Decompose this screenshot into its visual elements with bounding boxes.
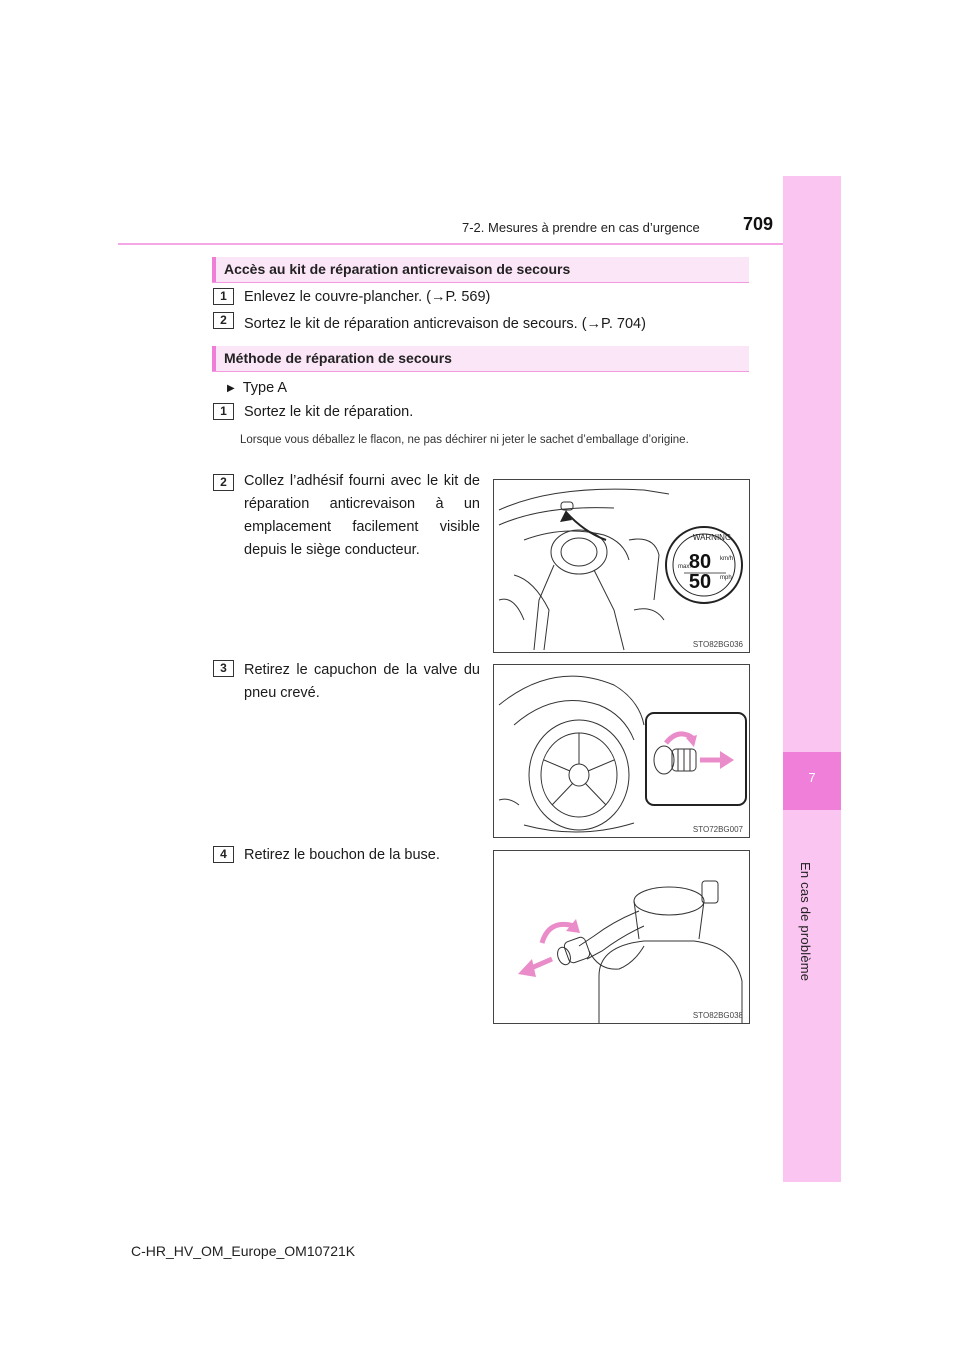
- page-number: 709: [743, 214, 774, 234]
- step-text: Retirez le capuchon de la valve du pneu crevé.: [244, 662, 480, 701]
- sticker-speed-mph: 50: [688, 571, 712, 593]
- step-number: 2: [213, 474, 234, 491]
- step-text: Collez l’adhésif fourni avec le kit de réparation anticrevaison à un emplacement facilement visible depuis le siège conducteur.: [244, 473, 480, 558]
- figure-wheel-valve: [493, 664, 750, 838]
- section-title: Méthode de réparation de secours: [224, 350, 452, 366]
- section-title: Accès au kit de réparation anticrevaison de secours: [224, 261, 571, 277]
- step-text: Sortez le kit de réparation.: [244, 404, 414, 420]
- figure-nozzle-cap: [493, 850, 750, 1024]
- sticker-max-label: max.: [678, 564, 692, 570]
- step-number: 2: [213, 312, 234, 329]
- figure-code: STO82BG038: [692, 1011, 743, 1020]
- chapter-title: En cas de problème: [798, 862, 813, 982]
- header-section-title: 7-2. Mesures à prendre en cas d’urgence: [462, 220, 700, 235]
- chapter-tab-strip: [783, 176, 841, 1182]
- sticker-unit-kmh: km/h: [720, 556, 734, 562]
- type-label: Type A: [242, 380, 288, 396]
- section-heading: [212, 346, 749, 372]
- step-number: 1: [213, 403, 234, 420]
- step-number: 1: [213, 288, 234, 305]
- step-text: Enlevez le couvre-plancher. (→P. 569): [244, 289, 491, 305]
- dashboard-illustration: [494, 480, 749, 652]
- step-text: Sortez le kit de réparation anticrevaison de secours. (→P. 704): [244, 316, 646, 332]
- step-number: 4: [213, 846, 234, 863]
- step-text: Retirez le bouchon de la buse.: [244, 847, 440, 863]
- chapter-number: 7: [808, 770, 816, 785]
- wheel-illustration: [494, 665, 749, 837]
- section-heading: [212, 257, 749, 283]
- sticker-warning-text: WARNING: [692, 533, 732, 542]
- sticker-unit-mph: mph: [720, 575, 732, 581]
- figure-code: STO72BG007: [692, 825, 743, 834]
- figure-code: STO82BG036: [692, 640, 743, 649]
- footer-doc-id: C-HR_HV_OM_Europe_OM10721K: [131, 1243, 356, 1259]
- figure-dashboard-sticker: [493, 479, 750, 653]
- header-rule: [118, 243, 841, 245]
- triangle-bullet-icon: ▶: [227, 383, 235, 394]
- sticker-speed-kmh: 80: [688, 551, 712, 573]
- step-number: 3: [213, 660, 234, 677]
- bottle-illustration: [494, 851, 749, 1023]
- step-note: Lorsque vous déballez le flacon, ne pas déchirer ni jeter le sachet d’emballage d’origine.: [240, 434, 689, 446]
- type-label-row: [227, 380, 287, 396]
